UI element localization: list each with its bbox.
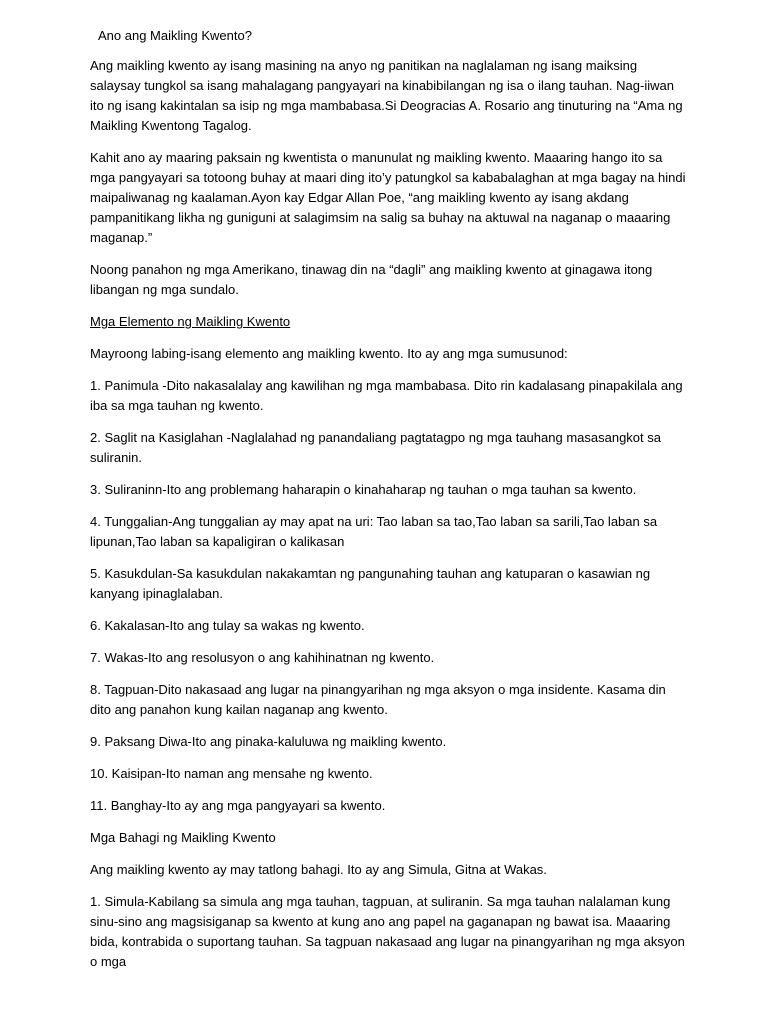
list-item-element: 3. Suliraninn-Ito ang problemang haharapin o kinahaharap ng tauhan o mga tauhan sa kwento.: [90, 482, 637, 497]
paragraph-parts-intro: Ang maikling kwento ay may tatlong bahagi. Ito ay ang Simula, Gitna at Wakas.: [90, 862, 547, 877]
list-item-element: 6. Kakalasan-Ito ang tulay sa wakas ng kwento.: [90, 618, 365, 633]
paragraph-simula: 1. Simula-Kabilang sa simula ang mga tauhan, tagpuan, at suliranin. Sa mga tauhan nalalaman kung sinu-sino ang magsisiganap sa kwento at kung ano ang papel na gaganapan ng bawat isa. Maaaring bida, kontrabida o suportang tauhan. Sa tagpuan nakasaad ang lugar na pinangyarihan ng mga aksyon o mga: [90, 894, 685, 969]
document-title: Ano ang Maikling Kwento?: [98, 28, 252, 43]
list-item-element: 11. Banghay-Ito ay ang mga pangyayari sa kwento.: [90, 798, 386, 813]
list-item-element: 1. Panimula -Dito nakasalalay ang kawilihan ng mga mambabasa. Dito rin kadalasang pinapakilala ang iba sa mga tauhan ng kwento.: [90, 378, 683, 413]
list-item-element: 2. Saglit na Kasiglahan -Naglalahad ng panandaliang pagtatagpo ng mga tauhang masasangkot sa suliranin.: [90, 430, 661, 465]
list-item-element: 8. Tagpuan-Dito nakasaad ang lugar na pinangyarihan ng mga aksyon o mga insidente. Kasama din dito ang panahon kung kailan naganap ang kwento.: [90, 682, 666, 717]
list-item-element: 4. Tunggalian-Ang tunggalian ay may apat na uri: Tao laban sa tao,Tao laban sa sarili,Tao laban sa lipunan,Tao laban sa kapaligiran o kalikasan: [90, 514, 658, 549]
paragraph-dagli: Noong panahon ng mga Amerikano, tinawag din na “dagli” ang maikling kwento at ginagawa itong libangan ng mga sundalo.: [90, 262, 653, 297]
heading-elements: Mga Elemento ng Maikling Kwento: [90, 314, 291, 329]
document-body: [90, 26, 690, 984]
list-item-element: 9. Paksang Diwa-Ito ang pinaka-kaluluwa ng maikling kwento.: [90, 734, 447, 749]
paragraph-definition: Ang maikling kwento ay isang masining na anyo ng panitikan na naglalaman ng isang maiksing salaysay tungkol sa isang mahalagang pangyayari na kinabibilangan ng isa o ilang tauhan. Nag-iiwan ito ng isang kakintalan sa isip ng mga mambabasa.Si Deogracias A. Rosario ang tinuturing na “Ama ng Maikling Kwentong Tagalog.: [90, 58, 683, 133]
paragraph-elements-intro: Mayroong labing-isang elemento ang maikling kwento. Ito ay ang mga sumusunod:: [90, 346, 568, 361]
list-item-element: 7. Wakas-Ito ang resolusyon o ang kahihinatnan ng kwento.: [90, 650, 435, 665]
list-item-element: 10. Kaisipan-Ito naman ang mensahe ng kwento.: [90, 766, 373, 781]
paragraph-topics: Kahit ano ay maaring paksain ng kwentista o manunulat ng maikling kwento. Maaaring hango ito sa mga pangyayari sa totoong buhay at maari ding ito’y patungkol sa kababalaghan at mga bagay na hindi maipaliwanag ng kaalaman.Ayon kay Edgar Allan Poe, “ang maikling kwento ay isang akdang pampanitikang likha ng guniguni at salagimsim na salig sa buhay na aktuwal na naganap o maaaring maganap.”: [90, 150, 686, 245]
heading-parts: Mga Bahagi ng Maikling Kwento: [90, 830, 276, 845]
list-item-element: 5. Kasukdulan-Sa kasukdulan nakakamtan ng pangunahing tauhan ang katuparan o kasawian ng kanyang ipinaglalaban.: [90, 566, 651, 601]
